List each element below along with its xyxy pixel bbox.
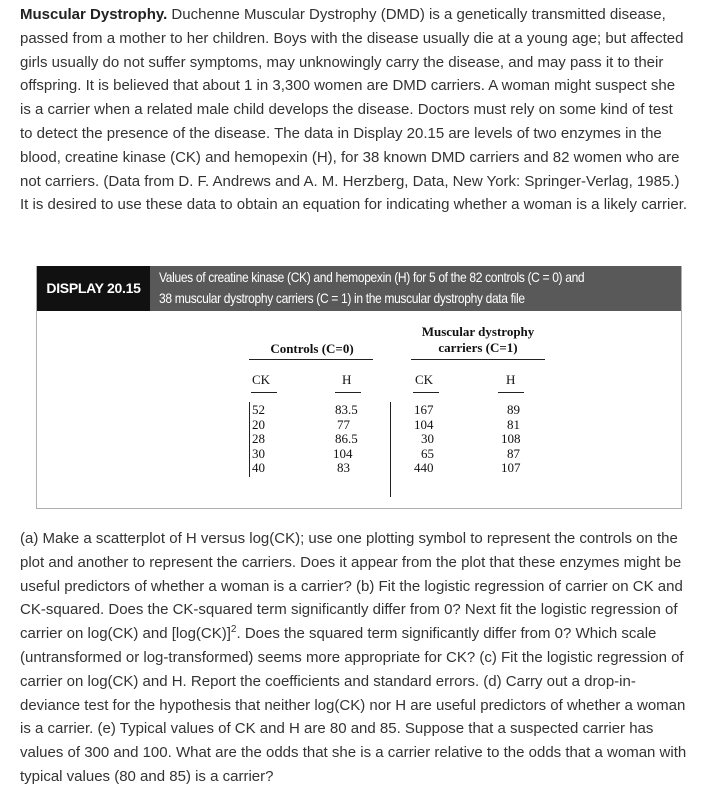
carriers-ck-rule [413, 392, 439, 393]
carriers-ck-cell: 440 [414, 460, 434, 475]
controls-ck-cell: 40 [252, 460, 265, 475]
carriers-ck-header: CK [415, 372, 434, 387]
carriers-h-rule [498, 392, 524, 393]
carriers-group-title [403, 324, 553, 356]
carriers-ck-cell: 167 [414, 402, 434, 417]
display-label: DISPLAY 20.15 [37, 266, 150, 311]
controls-ck-rule [251, 392, 277, 393]
questions-paragraph [20, 527, 688, 789]
intro-paragraph [20, 3, 688, 217]
controls-h-cell: 83 [337, 460, 350, 475]
controls-h-rule [335, 392, 361, 393]
display-caption-line1: Values of creatine kinase (CK) and hemopexin (H) for 5 of the 82 controls (C = 0) and [159, 269, 585, 285]
carriers-title-rule [411, 359, 545, 360]
carriers-h-header: H [506, 372, 516, 387]
questions-text-after: . Does the squared term significantly differ from 0? Which scale (untransformed or log-transformed) seems more appropriate for CK? (c) Fit the logistic regression of carrier on log(CK) and H. Report the coefficients and standard errors. (d) Carry out a drop-in-deviance test for the hypothesis that neither log(CK) nor H are useful predictors of whether a woman is a carrier. (e) Typical values of CK and H are 80 and 85. Suppose that a suspected carrier has values of 300 and 100. What are the odds that she is a carrier relative to the odds that a woman with typical values (80 and 85) is a carrier? [20, 625, 687, 785]
controls-ck-cell: 28 [252, 431, 265, 446]
controls-group-title: Controls (C=0) [270, 341, 354, 356]
carriers-h-cell: 87 [507, 445, 520, 461]
carriers-h-cell: 107 [501, 460, 521, 475]
intro-title: Muscular Dystrophy. [20, 6, 168, 23]
controls-ck-cell: 52 [252, 402, 265, 417]
carriers-ck-cell: 30 [421, 431, 434, 446]
controls-ck-header: CK [252, 372, 271, 387]
controls-h-cell: 86.5 [335, 431, 358, 446]
group-separator [390, 402, 391, 497]
carriers-ck-cell: 104 [414, 416, 434, 432]
controls-ck-separator [249, 402, 250, 477]
controls-ck-cell: 30 [252, 445, 265, 461]
intro-body: Duchenne Muscular Dystrophy (DMD) is a genetically transmitted disease, passed from a mother to her children. Boys with the disease usually die at a young age; but affected girls usually do not suffer symptoms, may unknowingly carry the disease, and may pass it to their offspring. It is believed that about 1 in 3,300 women are DMD carriers. A woman might suspect she is a carrier when a related male child develops the disease. Doctors must rely on some kind of test to detect the presence of the disease. The data in Display 20.15 are levels of two enzymes in the blood, creatine kinase (CK) and hemopexin (H), for 38 known DMD carriers and 82 women who are not carriers. (Data from D. F. Andrews and A. M. Herzberg, Data, New York: Springer-Verlag, 1985.) It is desired to use these data to obtain an equation for indicating whether a woman is a likely carrier. [20, 6, 688, 214]
controls-ck-cell: 20 [252, 416, 265, 432]
controls-h-cell: 83.5 [335, 402, 358, 417]
controls-title-rule [249, 359, 373, 360]
carriers-h-cell: 108 [501, 431, 521, 446]
display-caption-line2: 38 muscular dystrophy carriers (C = 1) in the muscular dystrophy data file [159, 290, 525, 306]
carriers-h-cell: 81 [507, 416, 520, 432]
questions-text: (a) Make a scatterplot of H versus log(CK); use one plotting symbol to represent the controls on the plot and another to represent the carriers. Does it appear from the plot that these enzymes might be useful predictors of whether a woman is a carrier? (b) Fit the logistic regression of carrier on CK and CK-squared. Does the CK-squared term significantly differ from 0? Next fit the logistic regression of carrier on log(CK) and [log(CK)] [20, 530, 683, 643]
questions-superscript: 2 [230, 624, 237, 636]
display-box [36, 266, 682, 509]
carriers-title-line2: carriers (C=1) [438, 340, 518, 355]
carriers-h-cell: 89 [507, 402, 520, 417]
controls-h-cell: 104 [333, 445, 353, 461]
data-table [37, 266, 682, 509]
carriers-ck-cell: 65 [421, 445, 434, 461]
controls-h-cell: 77 [337, 416, 350, 432]
controls-h-header: H [342, 372, 352, 387]
carriers-title-line1: Muscular dystrophy [421, 324, 535, 339]
